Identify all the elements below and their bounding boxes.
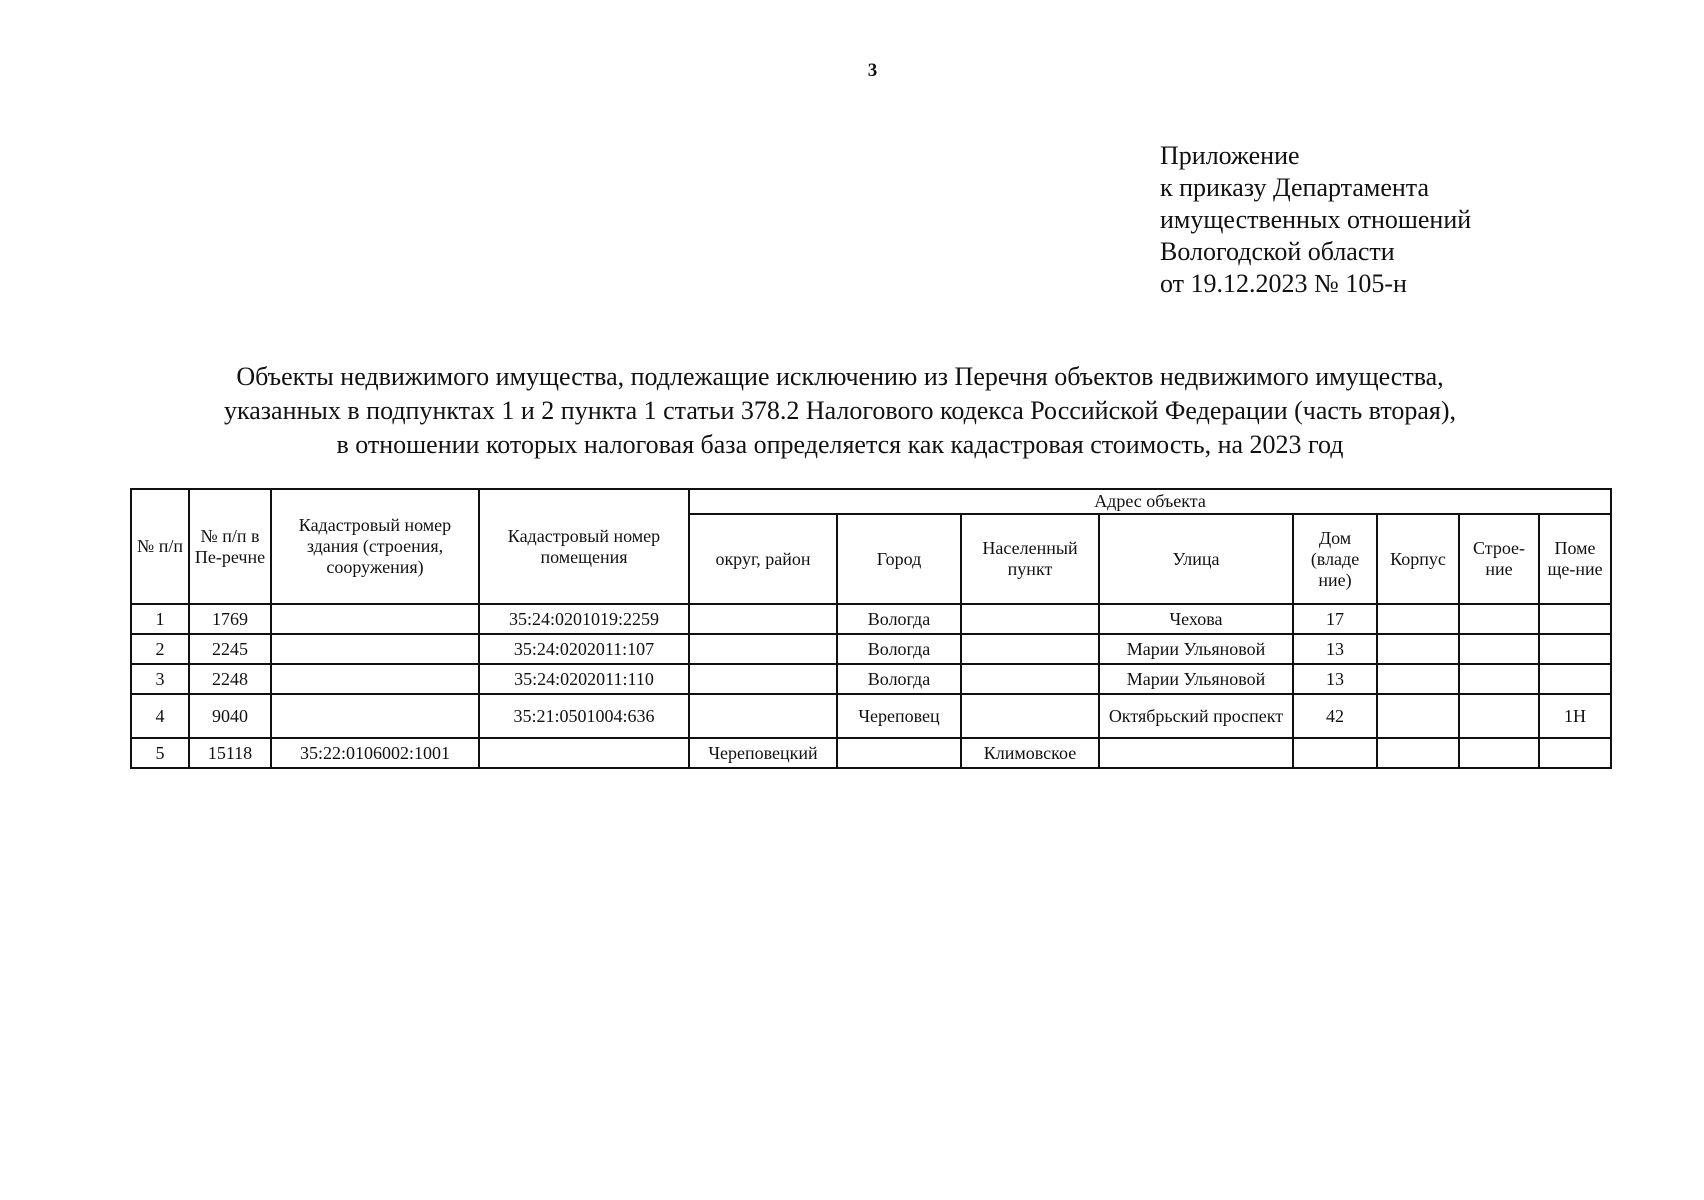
cell-district (689, 694, 837, 738)
cell-block (1377, 738, 1459, 768)
cell-block (1377, 694, 1459, 738)
title-line: Объекты недвижимого имущества, подлежащие исключению из Перечня объектов недвижимого имущества, (236, 362, 1444, 391)
cell-building-cadastral (271, 664, 479, 694)
cell-city: Вологда (837, 604, 961, 634)
table-row (131, 664, 1611, 694)
cell-room (1539, 664, 1611, 694)
table-row (131, 694, 1611, 738)
header-num: № п/п (131, 489, 189, 604)
cell-block (1377, 604, 1459, 634)
cell-city: Вологда (837, 634, 961, 664)
header-address-group: Адрес объекта (689, 489, 1611, 514)
cell-street (1099, 738, 1293, 768)
header-district: округ, район (689, 514, 837, 604)
header-list-num: № п/п в Пе-речне (189, 489, 271, 604)
cell-settlement (961, 634, 1099, 664)
header-city: Город (837, 514, 961, 604)
title-line: в отношении которых налоговая база определяется как кадастровая стоимость, на 2023 год (336, 430, 1344, 459)
cell-district (689, 634, 837, 664)
cell-settlement (961, 694, 1099, 738)
cell-structure (1459, 664, 1539, 694)
cell-house: 13 (1293, 634, 1377, 664)
cell-settlement (961, 664, 1099, 694)
cell-building-cadastral (271, 604, 479, 634)
table-row (131, 634, 1611, 664)
header-structure: Строе-ние (1459, 514, 1539, 604)
cell-num: 2 (131, 634, 189, 664)
cell-list-num: 2245 (189, 634, 271, 664)
cell-room (1539, 634, 1611, 664)
page-number: 3 (867, 60, 878, 81)
appendix-line: к приказу Департамента (1160, 173, 1430, 202)
cell-room (1539, 604, 1611, 634)
table-row (131, 738, 1611, 768)
cell-street: Марии Ульяновой (1099, 664, 1293, 694)
cell-num: 3 (131, 664, 189, 694)
cell-street: Октябрьский проспект (1099, 694, 1293, 738)
cell-structure (1459, 604, 1539, 634)
cell-house: 13 (1293, 664, 1377, 694)
cell-num: 4 (131, 694, 189, 738)
title-line: указанных в подпунктах 1 и 2 пункта 1 статьи 378.2 Налогового кодекса Российской Федерации (часть вторая), (224, 396, 1456, 425)
cell-building-cadastral (271, 634, 479, 664)
appendix-block (1160, 140, 1471, 300)
cell-list-num: 2248 (189, 664, 271, 694)
cell-street: Чехова (1099, 604, 1293, 634)
appendix-line: Вологодской области (1160, 237, 1395, 266)
appendix-line: Приложение (1160, 141, 1300, 170)
cell-num: 1 (131, 604, 189, 634)
header-block: Корпус (1377, 514, 1459, 604)
cell-settlement (961, 604, 1099, 634)
cell-premises-cadastral: 35:24:0202011:110 (479, 664, 689, 694)
cell-structure (1459, 738, 1539, 768)
document-title (120, 360, 1560, 462)
cell-premises-cadastral: 35:24:0202011:107 (479, 634, 689, 664)
table-header-row (131, 489, 1611, 514)
cell-district (689, 604, 837, 634)
cell-street: Марии Ульяновой (1099, 634, 1293, 664)
cell-list-num: 9040 (189, 694, 271, 738)
objects-table (130, 488, 1612, 769)
cell-city (837, 738, 961, 768)
appendix-line: от 19.12.2023 № 105-н (1160, 269, 1407, 298)
cell-house: 42 (1293, 694, 1377, 738)
cell-building-cadastral: 35:22:0106002:1001 (271, 738, 479, 768)
cell-district: Череповецкий (689, 738, 837, 768)
cell-structure (1459, 634, 1539, 664)
appendix-line: имущественных отношений (1160, 205, 1472, 234)
cell-block (1377, 634, 1459, 664)
cell-structure (1459, 694, 1539, 738)
header-settlement: Населенный пункт (961, 514, 1099, 604)
cell-city: Череповец (837, 694, 961, 738)
header-premises-cadastral: Кадастровый номер помещения (479, 489, 689, 604)
cell-num: 5 (131, 738, 189, 768)
cell-block (1377, 664, 1459, 694)
cell-premises-cadastral: 35:21:0501004:636 (479, 694, 689, 738)
cell-city: Вологда (837, 664, 961, 694)
cell-list-num: 1769 (189, 604, 271, 634)
cell-district (689, 664, 837, 694)
cell-house: 17 (1293, 604, 1377, 634)
table-row (131, 604, 1611, 634)
header-street: Улица (1099, 514, 1293, 604)
cell-premises-cadastral: 35:24:0201019:2259 (479, 604, 689, 634)
cell-room: 1Н (1539, 694, 1611, 738)
cell-building-cadastral (271, 694, 479, 738)
cell-list-num: 15118 (189, 738, 271, 768)
header-building-cadastral: Кадастровый номер здания (строения, сооружения) (271, 489, 479, 604)
cell-settlement: Климовское (961, 738, 1099, 768)
header-room: Поме ще-ние (1539, 514, 1611, 604)
cell-premises-cadastral (479, 738, 689, 768)
cell-room (1539, 738, 1611, 768)
cell-house (1293, 738, 1377, 768)
header-house: Дом (владе ние) (1293, 514, 1377, 604)
